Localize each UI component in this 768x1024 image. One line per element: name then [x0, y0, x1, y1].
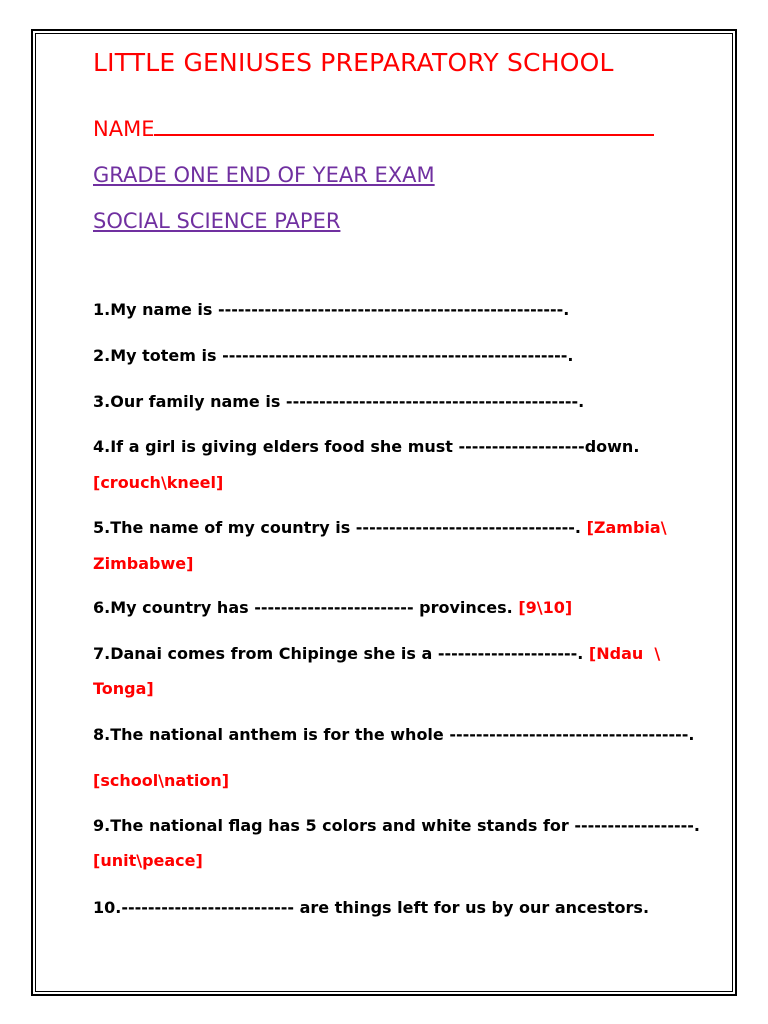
question-8-text: 8.The national anthem is for the whole ------------------------------------.: [93, 725, 695, 744]
name-label: NAME: [93, 117, 155, 141]
question-7-text: 7.Danai comes from Chipinge she is a ---------------------.: [93, 644, 584, 663]
question-10: [93, 890, 653, 926]
question-4: [93, 429, 653, 465]
school-name: LITTLE GENIUSES PREPARATORY SCHOOL: [93, 48, 614, 77]
question-7: [93, 636, 661, 672]
question-7-options-b: Tonga]: [93, 679, 154, 698]
name-field[interactable]: [93, 114, 654, 141]
exam-title: GRADE ONE END OF YEAR EXAM: [93, 163, 435, 187]
question-10-text: 10.-------------------------- are things left for us by our ancestors.: [93, 898, 650, 917]
question-3-text: 3.Our family name is --------------------------------------------.: [93, 392, 585, 411]
question-9-options: [unit\peace]: [93, 851, 203, 870]
question-9: [93, 808, 700, 844]
name-blank-line[interactable]: [154, 114, 654, 136]
question-2: [93, 338, 653, 374]
question-1: [93, 292, 653, 328]
question-8-options: [school\nation]: [93, 771, 230, 790]
question-6-options: [9\10]: [518, 598, 573, 617]
paper-title: SOCIAL SCIENCE PAPER: [93, 209, 341, 233]
question-9-text: 9.The national flag has 5 colors and white stands for ------------------.: [93, 816, 700, 835]
question-5-text: 5.The name of my country is ---------------------------------.: [93, 518, 582, 537]
question-7-options-a: [Ndau \: [588, 644, 661, 663]
question-4-text: 4.If a girl is giving elders food she must -------------------down.: [93, 437, 640, 456]
question-5: [93, 510, 667, 546]
question-5-options-b: Zimbabwe]: [93, 554, 194, 573]
question-8: [93, 717, 695, 753]
question-6: [93, 590, 653, 626]
question-1-text: 1.My name is ----------------------------------------------------.: [93, 300, 570, 319]
question-3: [93, 384, 653, 420]
question-6-text: 6.My country has ------------------------ provinces.: [93, 598, 513, 617]
question-5-options-a: [Zambia\: [586, 518, 667, 537]
question-4-options: [crouch\kneel]: [93, 473, 224, 492]
question-2-text: 2.My totem is ----------------------------------------------------.: [93, 346, 574, 365]
